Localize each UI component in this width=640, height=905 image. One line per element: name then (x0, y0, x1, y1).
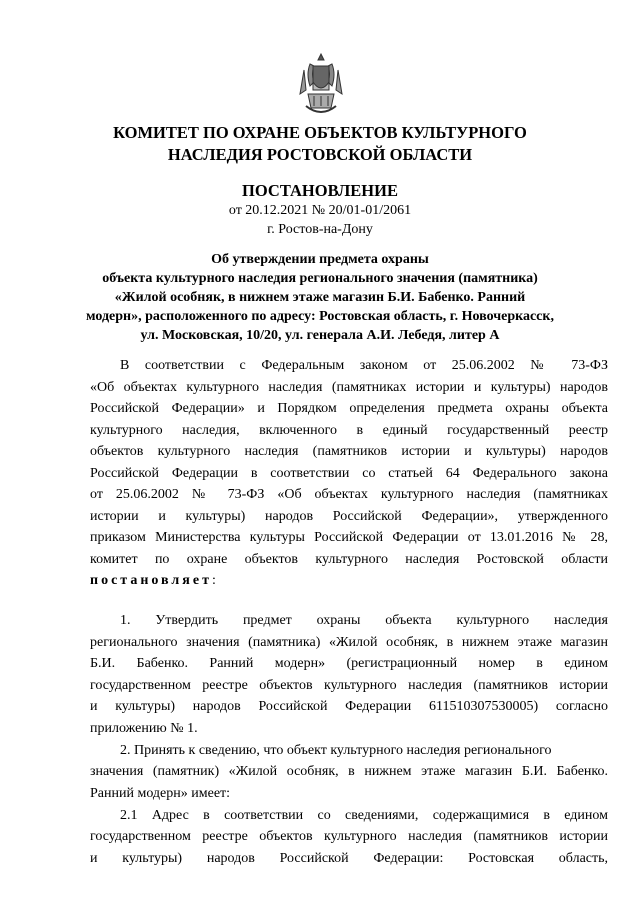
item-1-line: государственном реестре объектов культурного наследия (памятников истории (90, 678, 608, 693)
item-1-line: регионального значения (памятника) «Жилой особняк, в нижнем этаже магазин (90, 635, 608, 650)
item-1-line: и культуры) народов Российской Федерации 611510307530005) согласно (90, 699, 608, 714)
item-2-line: 2. Принять к сведению, что объект культурного наследия регионального (120, 743, 552, 758)
item-1-line: 1. Утвердить предмет охраны объекта культурного наследия (120, 613, 608, 628)
preamble-line: истории и культуры) народов Российской Федерации», утвержденного (90, 509, 608, 524)
document-date-number: от 20.12.2021 № 20/01-01/2061 (228, 203, 412, 218)
organization-name-line-1: КОМИТЕТ ПО ОХРАНЕ ОБЪЕКТОВ КУЛЬТУРНОГО (113, 123, 527, 142)
preamble-line: культурного наследия, включенного в единый государственный реестр (90, 423, 608, 438)
preamble-line: объектов культурного наследия (памятников истории и культуры) народов (90, 444, 608, 459)
item-2-1-line: 2.1 Адрес в соответствии со сведениями, содержащимися в едином (120, 808, 608, 823)
document-city: г. Ростов-на-Дону (267, 222, 373, 237)
decree-colon: : (211, 573, 216, 588)
item-2-1-line: и культуры) народов Российской Федерации: Ростовская область, (90, 851, 608, 866)
item-1-line: приложению № 1. (90, 721, 198, 736)
decree-word: постановляет (90, 573, 212, 588)
preamble-line: Российской Федерации» и Порядком определения предмета охраны объекта (90, 401, 608, 416)
subject-line: объекта культурного наследия регионального значения (памятника) (102, 271, 538, 286)
item-2-line: Ранний модерн» имеет: (90, 786, 231, 801)
subject-line: Об утверждении предмета охраны (211, 252, 429, 267)
preamble-line: «Об объектах культурного наследия (памятниках истории и культуры) народов (90, 380, 608, 395)
coat-of-arms-emblem (296, 50, 346, 120)
subject-line: модерн», расположенного по адресу: Ростовская область, г. Новочеркасск, (86, 309, 554, 324)
subject-line: ул. Московская, 10/20, ул. генерала А.И. Лебедя, литер А (140, 328, 500, 343)
item-2-line: значения (памятник) «Жилой особняк, в нижнем этаже магазин Б.И. Бабенко. (90, 764, 608, 779)
preamble-line: В соответствии с Федеральным законом от 25.06.2002 № 73-ФЗ (120, 358, 608, 373)
preamble-line: Российской Федерации в соответствии со статьей 64 Федерального закона (90, 466, 608, 481)
preamble-line: комитет по охране объектов культурного наследия Ростовской области (90, 552, 608, 567)
preamble-line: приказом Министерства культуры Российской Федерации от 13.01.2016 № 28, (90, 530, 608, 545)
document-type: ПОСТАНОВЛЕНИЕ (242, 181, 398, 200)
decree-word-line (90, 570, 608, 592)
organization-name-line-2: НАСЛЕДИЯ РОСТОВСКОЙ ОБЛАСТИ (167, 145, 473, 164)
subject-line: «Жилой особняк, в нижнем этаже магазин Б.И. Бабенко. Ранний (114, 290, 526, 305)
item-1-line: Б.И. Бабенко. Ранний модерн» (регистрационный номер в едином (90, 656, 608, 671)
preamble-line: от 25.06.2002 № 73-ФЗ «Об объектах культурного наследия (памятниках (90, 487, 608, 502)
item-2-1-line: государственном реестре объектов культурного наследия (памятников истории (90, 829, 608, 844)
